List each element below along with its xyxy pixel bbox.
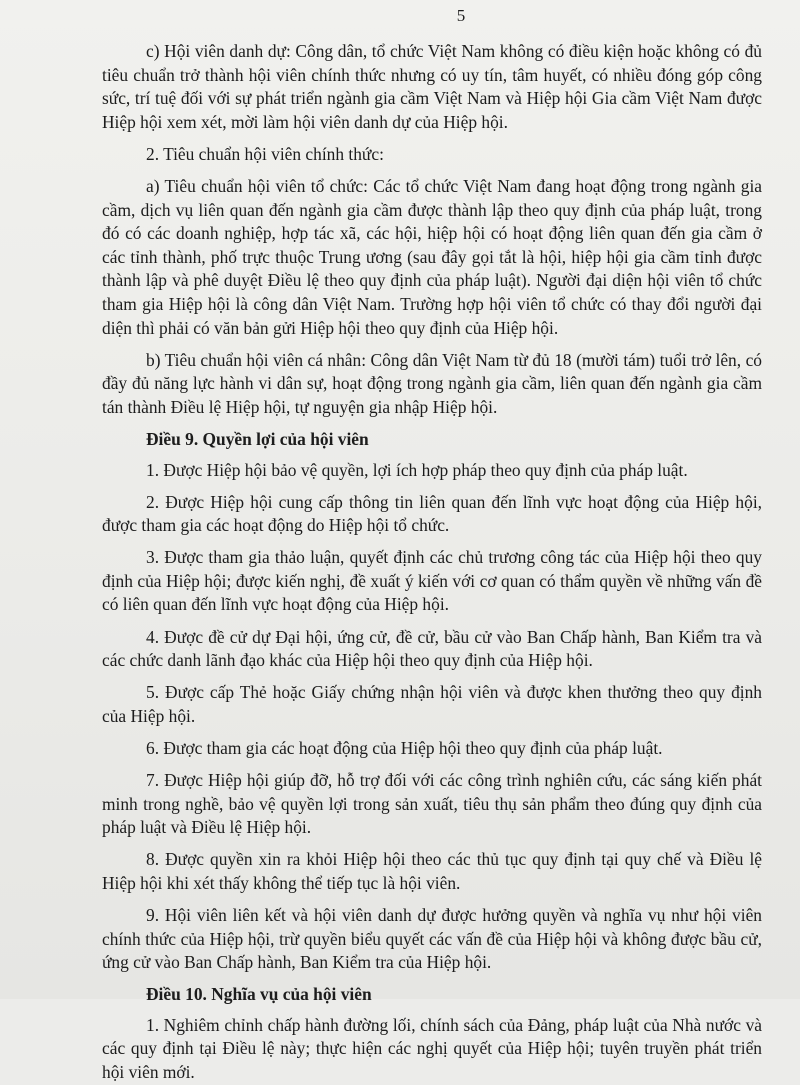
para-honorary-member: c) Hội viên danh dự: Công dân, tổ chức Việt Nam không có điều kiện hoặc không có đủ tiêu chuẩn trở thành hội viên chính thức nhưng có uy tín, tâm huyết, có nhiều đóng góp công sức, trí tuệ đối với sự phát triển ngành gia cầm Việt Nam và Hiệp hội Gia cầm Việt Nam được Hiệp hội xem xét, mời làm hội viên danh dự của Hiệp hội. [102,41,762,132]
para-right-7: 7. Được Hiệp hội giúp đỡ, hỗ trợ đối với các công trình nghiên cứu, các sáng kiến phát minh trong nghề, bảo vệ quyền lợi trong sản xuất, tiêu thụ sản phẩm theo đúng quy định của pháp luật và Điều lệ Hiệp hội. [102,770,762,838]
para-organization-member-standards: a) Tiêu chuẩn hội viên tổ chức: Các tổ chức Việt Nam đang hoạt động trong ngành gia cầm, dịch vụ liên quan đến ngành gia cầm được thành lập theo quy định của pháp luật, trong đó có các doanh nghiệp, hợp tác xã, các hội, hiệp hội có hoạt động liên quan đến gia cầm ở các tỉnh thành, phố trực thuộc Trung ương (sau đây gọi tắt là hội, hiệp hội gia cầm tỉnh được thành lập và phê duyệt Điều lệ theo quy định của pháp luật). Người đại diện hội viên tổ chức tham gia Hiệp hội là công dân Việt Nam. Trường hợp hội viên tổ chức có thay đổi người đại diện thì phải có văn bản gửi Hiệp hội theo quy định của Hiệp hội. [102,175,762,338]
para-official-member-standards: 2. Tiêu chuẩn hội viên chính thức: [146,143,384,164]
para-right-5: 5. Được cấp Thẻ hoặc Giấy chứng nhận hội viên và được khen thưởng theo quy định của Hiệp hội. [102,682,762,726]
heading-article-10: Điều 10. Nghĩa vụ của hội viên [146,984,372,1005]
para-right-4: 4. Được đề cử dự Đại hội, ứng cử, đề cử, bầu cử vào Ban Chấp hành, Ban Kiểm tra và các chức danh lãnh đạo khác của Hiệp hội theo quy định của Hiệp hội. [102,626,762,671]
para-right-2: 2. Được Hiệp hội cung cấp thông tin liên quan đến lĩnh vực hoạt động của Hiệp hội, được tham gia các hoạt động do Hiệp hội tổ chức. [102,491,762,536]
para-right-9: 9. Hội viên liên kết và hội viên danh dự được hưởng quyền và nghĩa vụ như hội viên chính thức của Hiệp hội, trừ quyền biểu quyết các vấn đề của Hiệp hội và không được bầu cử, ứng cử vào Ban Chấp hành, Ban Kiểm tra của Hiệp hội. [102,905,762,973]
para-right-8: 8. Được quyền xin ra khỏi Hiệp hội theo các thủ tục quy định tại quy chế và Điều lệ Hiệp hội khi xét thấy không thể tiếp tục là hội viên. [102,849,762,893]
para-right-6: 6. Được tham gia các hoạt động của Hiệp hội theo quy định của pháp luật. [146,737,663,758]
para-right-1: 1. Được Hiệp hội bảo vệ quyền, lợi ích hợp pháp theo quy định của pháp luật. [146,459,688,480]
heading-article-9: Điều 9. Quyền lợi của hội viên [146,428,369,449]
para-right-3: 3. Được tham gia thảo luận, quyết định các chủ trương công tác của Hiệp hội theo quy định của Hiệp hội; được kiến nghị, đề xuất ý kiến với cơ quan có thẩm quyền về những vấn đề có liên quan đến lĩnh vực hoạt động của Hiệp hội. [102,547,762,615]
para-individual-member-standards: b) Tiêu chuẩn hội viên cá nhân: Công dân Việt Nam từ đủ 18 (mười tám) tuổi trở lên, có đầy đủ năng lực hành vi dân sự, hoạt động trong ngành gia cầm, liên quan đến ngành gia cầm tán thành Điều lệ Hiệp hội, tự nguyện gia nhập Hiệp hội. [102,349,762,417]
page-number: 5 [456,6,466,25]
para-duty-1: 1. Nghiêm chỉnh chấp hành đường lối, chính sách của Đảng, pháp luật của Nhà nước và các quy định tại Điều lệ này; thực hiện các nghị quyết của Hiệp hội; tuyên truyền phát triển hội viên mới. [102,1014,762,1083]
